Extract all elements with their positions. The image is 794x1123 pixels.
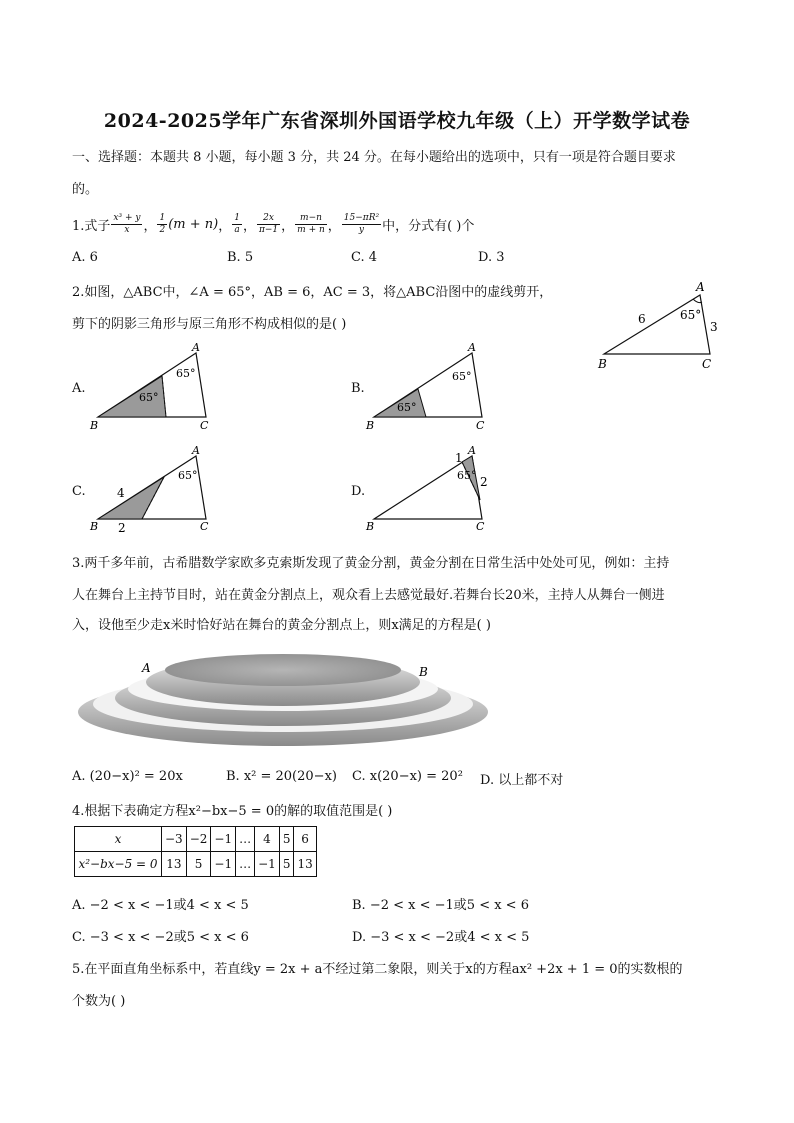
table-cell: …: [236, 827, 255, 852]
table-row: [75, 827, 317, 852]
stage-image: [76, 646, 490, 750]
reference-triangle-figure: [590, 278, 730, 373]
angle-label-shaded: 65°: [397, 401, 417, 414]
section-heading-line2: 的。: [72, 182, 99, 197]
table-cell: 13: [294, 852, 316, 877]
vertex-c-label: C: [200, 419, 209, 432]
angle-label: 65°: [457, 469, 477, 482]
q1-fraction-2: $\frac{1}{2}$: [159, 212, 166, 235]
table-cell: 5: [186, 852, 211, 877]
angle-label: 65°: [452, 370, 472, 383]
q1-fraction-3: $\frac{1}{a}$: [234, 212, 240, 235]
q4-option-b: B. −2 < x < −1或5 < x < 6: [352, 898, 529, 913]
reference-triangle: [604, 295, 710, 354]
section-heading-line1: 一、选择题：本题共 8 小题，每小题 3 分，共 24 分。在每小题给出的选项中，只有一项是符合题目要求: [72, 150, 676, 165]
vertex-b-label: B: [90, 520, 99, 533]
q1-expr-2: (m + n): [168, 216, 219, 232]
q2-option-c-figure: [88, 442, 228, 537]
q1-option-a: A. 6: [72, 250, 98, 265]
q1-option-c: C. 4: [351, 250, 378, 265]
vertex-a-label: A: [696, 280, 705, 294]
q3-option-d: D. 以上都不对: [480, 773, 564, 788]
side-label-1: 1: [455, 451, 463, 465]
stage-top-surface: [165, 654, 401, 686]
q5-line2: 个数为( ): [72, 994, 126, 1009]
q1-fraction-6: $\frac{\text{15−πR²}}{y}$: [343, 212, 380, 235]
q2-line2: 剪下的阴影三角形与原三角形不构成相似的是( ): [72, 317, 347, 332]
q2-option-c-label: C.: [72, 484, 86, 499]
side-label-2: 2: [118, 521, 126, 535]
q1-suffix: 中，分式有( )个: [382, 218, 475, 234]
side-ab-label: 6: [638, 312, 646, 326]
side-ac-label: 3: [710, 320, 718, 334]
table-cell: −1: [211, 827, 236, 852]
vertex-a-label: A: [192, 341, 200, 354]
q1-option-d: D. 3: [478, 250, 505, 265]
vertex-c-label: C: [476, 520, 485, 533]
q2-line1: 2.如图，△ABC中，∠A = 65°，AB = 6，AC = 3，将△ABC沿图中的虚线剪开，: [72, 285, 553, 300]
angle-label: 65°: [176, 367, 196, 380]
angle-label: 65°: [680, 308, 702, 322]
vertex-c-label: C: [200, 520, 209, 533]
vertex-a-label: A: [468, 341, 476, 354]
table-cell: 5: [279, 852, 294, 877]
table-cell: x: [75, 827, 162, 852]
table-cell: −2: [186, 827, 211, 852]
stage-point-a: A: [142, 661, 151, 675]
shaded-triangle: [98, 477, 164, 519]
q2-option-b-figure: [364, 340, 504, 435]
q2-option-d-figure: [364, 442, 504, 537]
q3-line2: 人在舞台上主持节目时，站在黄金分割点上，观众看上去感觉最好.若舞台长20米，主持人从舞台一侧进: [72, 588, 665, 603]
table-cell: 13: [162, 852, 187, 877]
side-label-4: 4: [117, 486, 125, 500]
table-cell: …: [236, 852, 255, 877]
vertex-a-label: A: [192, 444, 200, 457]
vertex-a-label: A: [468, 444, 476, 457]
q5-line1: 5.在平面直角坐标系中，若直线y = 2x + a不经过第二象限，则关于x的方程ax² +2x + 1 = 0的实数根的: [72, 962, 683, 977]
q1-option-b: B. 5: [227, 250, 254, 265]
q4-option-a: A. −2 < x < −1或4 < x < 5: [72, 898, 249, 913]
table-cell: 4: [255, 827, 280, 852]
q1-fraction-5: $\frac{m-n}{m + n}$: [297, 212, 325, 235]
q2-option-d-label: D.: [351, 484, 366, 499]
page-title: 2024-2025学年广东省深圳外国语学校九年级（上）开学数学试卷: [103, 110, 691, 132]
table-cell: −1: [211, 852, 236, 877]
q4-option-c: C. −3 < x < −2或5 < x < 6: [72, 930, 249, 945]
vertex-b-label: B: [366, 419, 375, 432]
q3-line3: 入，设他至少走x米时恰好站在舞台的黄金分割点上，则x满足的方程是( ): [72, 618, 491, 633]
q3-option-a: A. (20−x)² = 20x: [72, 769, 183, 784]
table-cell: −3: [162, 827, 187, 852]
q3-line1: 3.两千多年前，古希腊数学家欧多克索斯发现了黄金分割，黄金分割在日常生活中处处可见，例如：主持: [72, 556, 670, 571]
vertex-b-label: B: [90, 419, 99, 432]
angle-label-shaded: 65°: [139, 391, 159, 404]
q1-fraction-1: $\frac{\text{x³ + y}}{x}$: [113, 212, 141, 235]
q3-option-b: B. x² = 20(20−x): [226, 769, 337, 784]
q2-option-b-label: B.: [351, 381, 365, 396]
vertex-b-label: B: [366, 520, 375, 533]
q4-value-table: [74, 826, 317, 877]
question-1: 1.式子 $\frac{\text{x³ + y}}{x}$ ， $\frac{1}{2}$ (m + n) ， $\frac{1}{a}$ ， $\frac{2x}{\pi-1}$ ， $\frac{m-n}{m + n}$ ， $\frac{\text{15−πR²}}{y}$ 中，分式有( )个: [72, 212, 475, 235]
q1-fraction-4: $\frac{2x}{\pi-1}$: [258, 212, 279, 235]
table-cell: 6: [294, 827, 316, 852]
table-cell: −1: [255, 852, 280, 877]
q3-option-c: C. x(20−x) = 20²: [352, 769, 463, 784]
vertex-c-label: C: [476, 419, 485, 432]
q1-prefix: 1.式子: [72, 218, 111, 234]
q4-option-d: D. −3 < x < −2或4 < x < 5: [352, 930, 530, 945]
table-cell: 5: [279, 827, 294, 852]
side-label-2: 2: [480, 475, 488, 489]
q2-option-a-figure: [88, 340, 228, 435]
table-cell: x²−bx−5 = 0: [75, 852, 162, 877]
q4-line: 4.根据下表确定方程x²−bx−5 = 0的解的取值范围是( ): [72, 804, 393, 819]
vertex-c-label: C: [702, 357, 712, 371]
stage-point-b: B: [419, 665, 428, 679]
angle-label: 65°: [178, 469, 198, 482]
table-row: [75, 852, 317, 877]
vertex-b-label: B: [598, 357, 607, 371]
q2-option-a-label: A.: [72, 381, 86, 396]
